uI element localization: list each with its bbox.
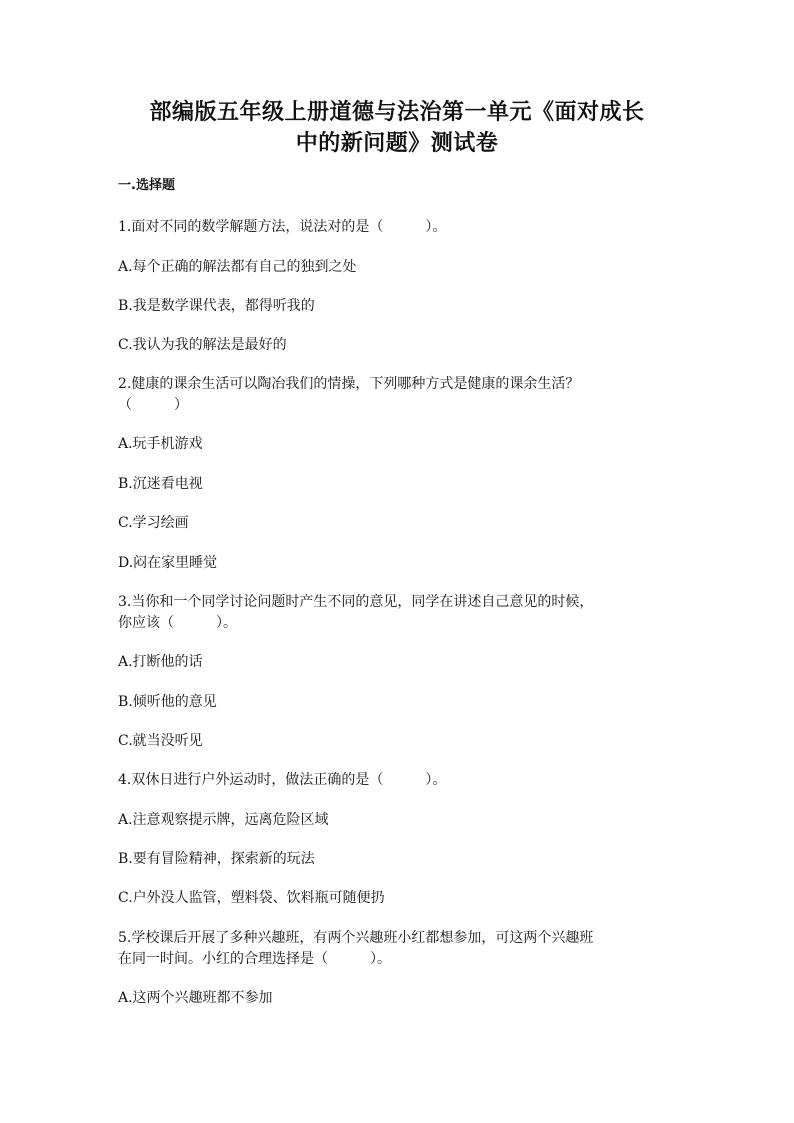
question-3-option-a: A.打断他的话 bbox=[118, 654, 203, 670]
question-4-option-b: B.要有冒险精神，探索新的玩法 bbox=[118, 851, 315, 867]
question-4-option-c: C.户外没人监管，塑料袋、饮料瓶可随便扔 bbox=[118, 890, 385, 906]
question-2-stem-line-2: （ ） bbox=[118, 397, 188, 413]
question-5-option-a: A.这两个兴趣班都不参加 bbox=[118, 990, 273, 1006]
question-2-option-b: B.沉迷看电视 bbox=[118, 476, 203, 492]
document-title-line-2: 中的新问题》测试卷 bbox=[295, 131, 499, 156]
question-1-stem: 1.面对不同的数学解题方法，说法对的是（ ）。 bbox=[118, 219, 447, 235]
section-heading: 一.选择题 bbox=[118, 178, 175, 193]
question-3-option-b: B.倾听他的意见 bbox=[118, 694, 217, 710]
question-5-stem-line-1: 5.学校课后开展了多种兴趣班，有两个兴趣班小红都想参加，可这两个兴趣班 bbox=[118, 930, 594, 946]
question-4-option-a: A.注意观察提示牌，远离危险区域 bbox=[118, 812, 329, 828]
question-2-option-d: D.闷在家里睡觉 bbox=[118, 555, 218, 571]
question-2-option-a: A.玩手机游戏 bbox=[118, 436, 203, 452]
question-2-option-c: C.学习绘画 bbox=[118, 515, 189, 531]
question-3-option-c: C.就当没听见 bbox=[118, 733, 203, 749]
question-3-stem-line-2: 你应该（ ）。 bbox=[118, 615, 237, 631]
question-4-stem: 4.双休日进行户外运动时，做法正确的是（ ）。 bbox=[118, 772, 447, 788]
question-5-stem-line-2: 在同一时间。小红的合理选择是（ ）。 bbox=[118, 951, 391, 967]
question-1-option-a: A.每个正确的解法都有自己的独到之处 bbox=[118, 259, 357, 275]
question-1-option-c: C.我认为我的解法是最好的 bbox=[118, 337, 287, 353]
question-1-option-b: B.我是数学课代表，都得听我的 bbox=[118, 298, 315, 314]
document-title-line-1: 部编版五年级上册道德与法治第一单元《面对成长 bbox=[149, 100, 645, 125]
question-3-stem-line-1: 3.当你和一个同学讨论问题时产生不同的意见，同学在讲述自己意见的时候， bbox=[118, 594, 594, 610]
question-2-stem-line-1: 2.健康的课余生活可以陶冶我们的情操，下列哪种方式是健康的课余生活？ bbox=[118, 376, 580, 392]
